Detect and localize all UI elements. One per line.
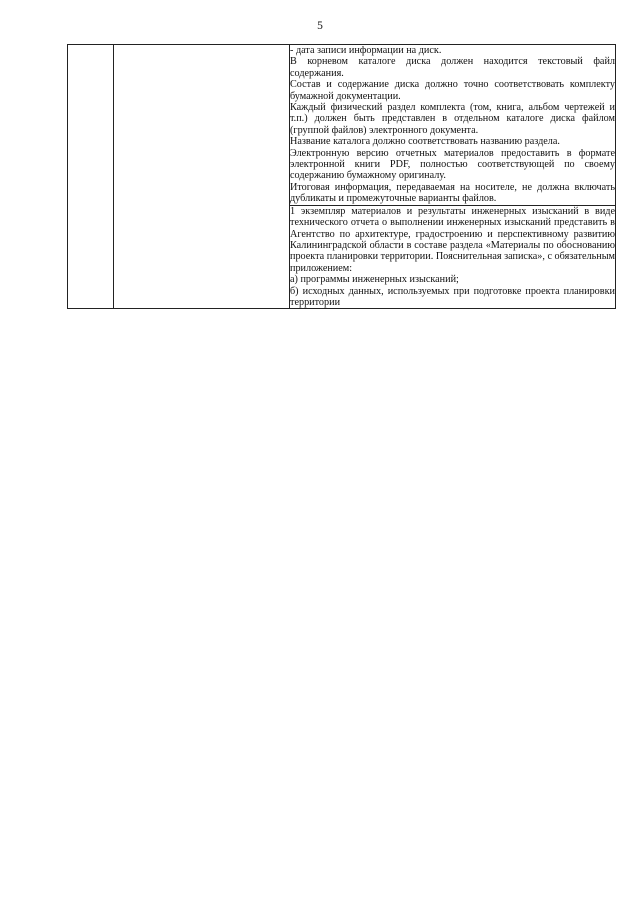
- page-number: 5: [317, 20, 323, 32]
- paragraph: - дата записи информации на диск.: [290, 45, 442, 56]
- submission-requirements-cell: [290, 205, 616, 309]
- paragraph: Состав и содержание диска должно точно соответствовать комплекту бумажной документации.: [290, 79, 615, 102]
- paragraph: 1 экземпляр материалов и результаты инженерных изысканий в виде технического отчета о выполнении инженерных изысканий представить в Агентство по архитектуре, градостроению и перспективному развитию Калининградской области в составе раздела «Материалы по обоснованию проекта планировки территории. Пояснительная записка», с обязательным приложением:: [290, 205, 615, 274]
- disk-requirements-cell: [290, 45, 616, 206]
- section-cell: [114, 45, 290, 309]
- paragraph: Электронную версию отчетных материалов предоставить в формате электронной книги PDF, полностью соответствующей по своему содержанию бумажному оригиналу.: [290, 147, 615, 182]
- paragraph: В корневом каталоге диска должен находится текстовый файл содержания.: [290, 56, 615, 79]
- requirements-table: [67, 44, 616, 309]
- number-cell: [68, 45, 114, 309]
- paragraph: Название каталога должно соответствовать названию раздела.: [290, 136, 560, 148]
- paragraph: а) программы инженерных изысканий;: [290, 274, 459, 286]
- paragraph: Итоговая информация, передаваемая на носителе, не должна включать дубликаты и промежуточные варианты файлов.: [290, 181, 615, 205]
- paragraph: б) исходных данных, используемых при подготовке проекта планировки территории: [290, 285, 615, 308]
- paragraph: Каждый физический раздел комплекта (том, книга, альбом чертежей и т.п.) должен быть представлен в отдельном каталоге диска файлом (группой файлов) электронного документа.: [290, 102, 615, 136]
- table-row: [68, 45, 616, 206]
